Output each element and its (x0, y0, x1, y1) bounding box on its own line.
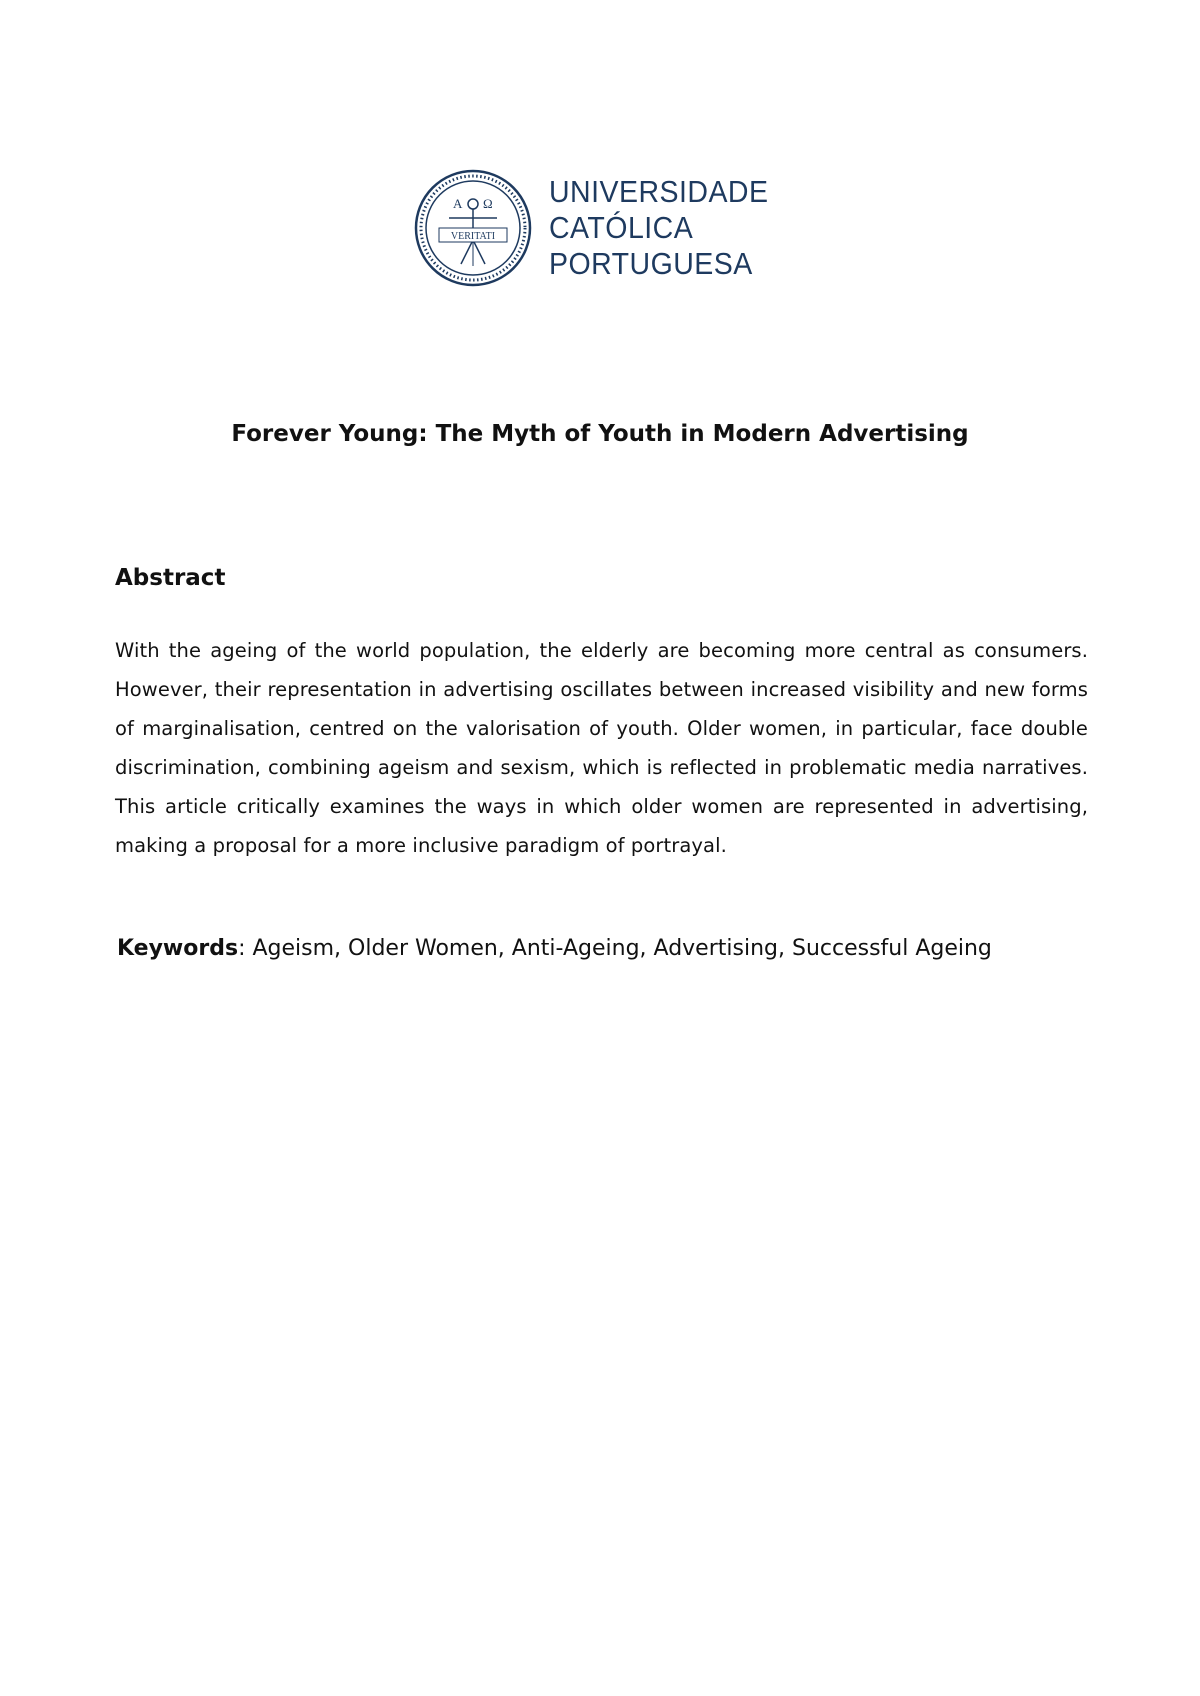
abstract-heading: Abstract (115, 565, 226, 591)
svg-text:A: A (453, 196, 463, 211)
keywords-line (117, 933, 1117, 965)
abstract-body: With the ageing of the world population, the elderly are becoming more central as consumers. However, their representation in advertising oscillates between increased visibility and new forms of marginalisation, centred on the valorisation of youth. Older women, in particular, face double discrimination, combining ageism and sexism, which is reflected in problematic media narratives. This article critically examines the ways in which older women are represented in advertising, making a proposal for a more inclusive paradigm of portrayal. (115, 639, 1088, 857)
logo-line-2: CATÓLICA (549, 210, 694, 245)
svg-text:Ω: Ω (483, 196, 493, 211)
keywords-list: Ageism, Older Women, Anti-Ageing, Advertising, Successful Ageing (252, 936, 992, 961)
logo-line-1: UNIVERSIDADE (549, 174, 769, 209)
paper-title: Forever Young: The Myth of Youth in Modern Advertising (231, 421, 969, 447)
university-logo (413, 167, 803, 289)
university-seal-icon (413, 168, 533, 288)
seal-motto: VERITATI (450, 231, 496, 242)
logo-wordmark (549, 174, 768, 282)
logo-line-3: PORTUGUESA (549, 246, 753, 281)
keywords-label: Keywords (117, 936, 239, 961)
keywords-separator: : (238, 936, 253, 961)
